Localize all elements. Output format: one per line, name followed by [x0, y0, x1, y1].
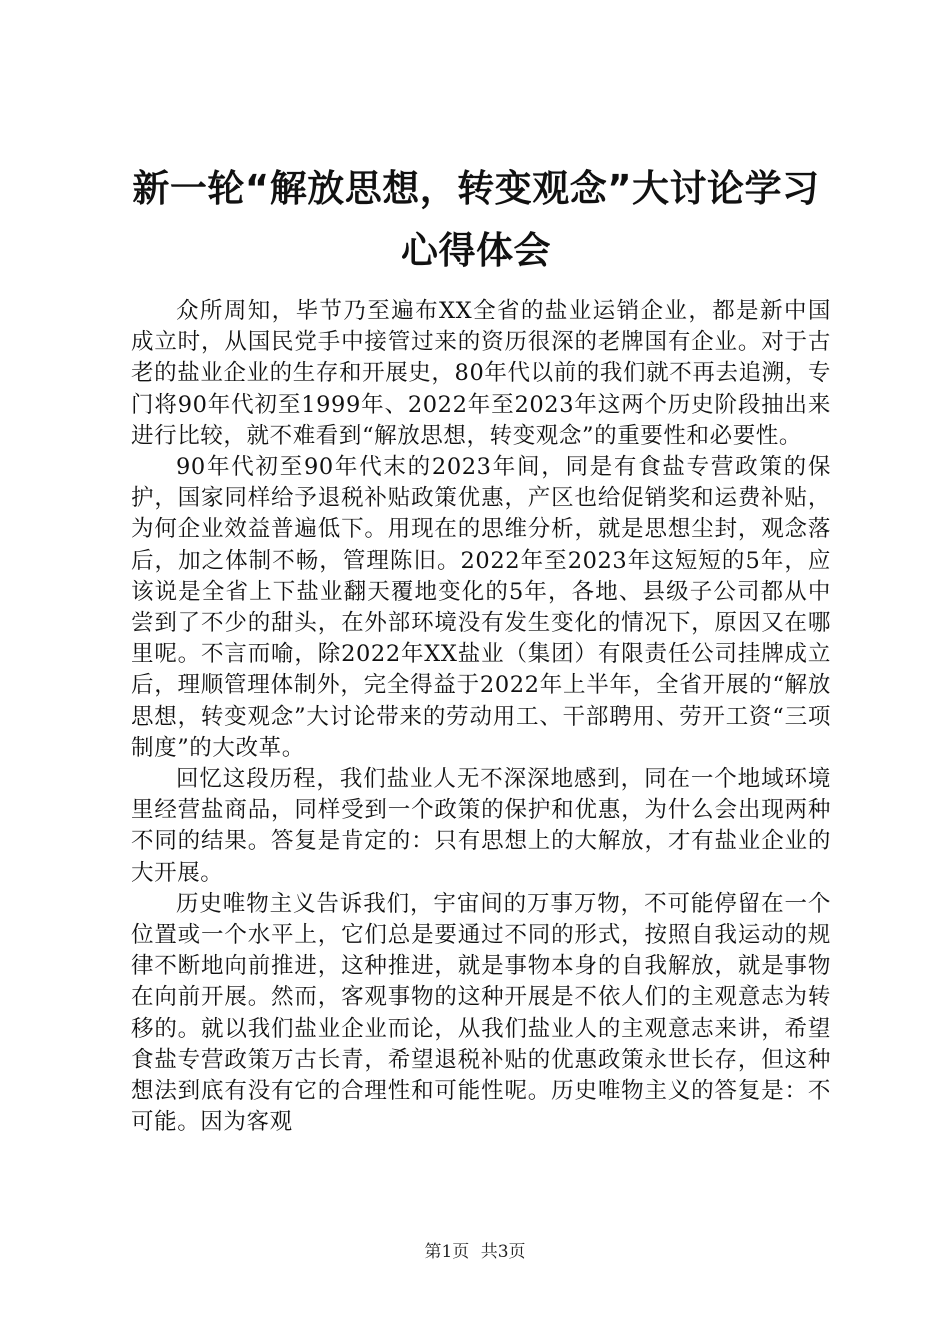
page-total: 共3页 — [480, 1242, 526, 1262]
document-body — [131, 296, 831, 1138]
paragraph: 众所周知，毕节乃至遍布XX全省的盐业运销企业，都是新中国成立时，从国民党手中接管过来的资历很深的老牌国有企业。对于古老的盐业企业的生存和开展史，80年代以前的我们就不再去追溯，专门将90年代初至1999年、2022年至2023年这两个历史阶段抽出来进行比较，就不难看到“解放思想，转变观念”的重要性和必要性。 — [131, 298, 831, 449]
paragraph: 回忆这段历程，我们盐业人无不深深地感到，同在一个地域环境里经营盐商品，同样受到一个政策的保护和优惠，为什么会出现两种不同的结果。答复是肯定的：只有思想上的大解放，才有盐业企业的大开展。 — [131, 766, 831, 886]
paragraph: 历史唯物主义告诉我们，宇宙间的万事万物，不可能停留在一个位置或一个水平上，它们总是要通过不同的形式，按照自我运动的规律不断地向前推进，这种推进，就是事物本身的自我解放，就是事物在向前开展。然而，客观事物的这种开展是不依人们的主观意志为转移的。就以我们盐业企业而论，从我们盐业人的主观意志来讲，希望食盐专营政策万古长青，希望退税补贴的优惠政策永世长存，但这种想法到底有没有它的合理性和可能性呢。历史唯物主义的答复是：不可能。因为客观 — [131, 890, 831, 1136]
paragraph: 90年代初至90年代末的2023年间，同是有食盐专营政策的保护，国家同样给予退税补贴政策优惠，产区也给促销奖和运费补贴，为何企业效益普遍低下。用现在的思维分析，就是思想尘封，观念落后，加之体制不畅，管理陈旧。2022年至2023年这短短的5年，应该说是全省上下盐业翻天覆地变化的5年，各地、县级子公司都从中尝到了不少的甜头，在外部环境没有发生变化的情况下，原因又在哪里呢。不言而喻，除2022年XX盐业（集团）有限责任公司挂牌成立后，理顺管理体制外，完全得益于2022年上半年，全省开展的“解放思想，转变观念”大讨论带来的劳动用工、干部聘用、劳开工资“三项制度”的大改革。 — [131, 454, 831, 761]
page-footer — [0, 1240, 950, 1264]
page-number: 第1页 — [424, 1242, 470, 1262]
document-title: 新一轮“解放思想，转变观念”大讨论学习心得体会 — [132, 167, 820, 272]
